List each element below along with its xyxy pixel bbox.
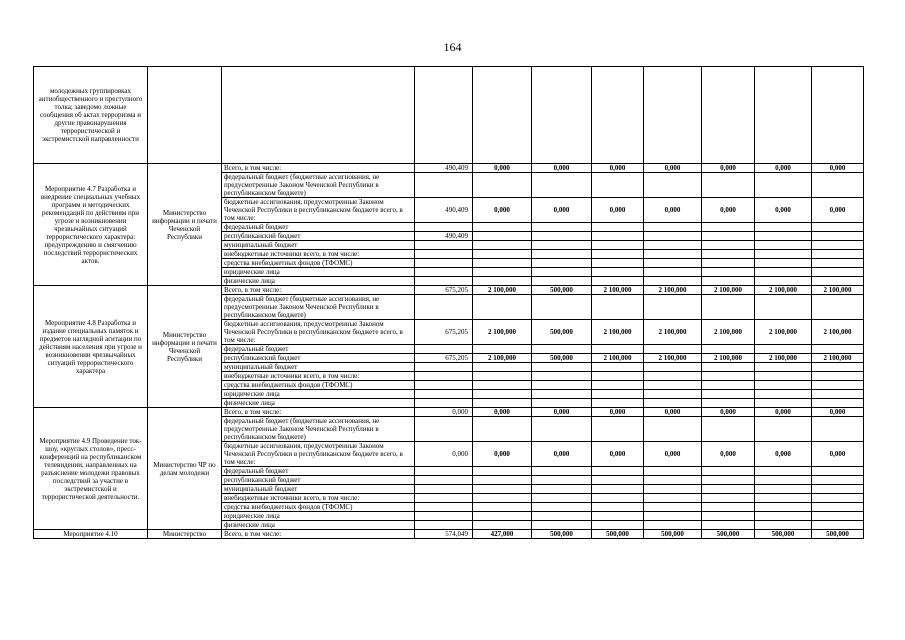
amount-cell [592, 521, 644, 530]
amount-cell: 500,000 [702, 530, 755, 539]
amount-cell [755, 173, 812, 198]
amount-cell: 675,205 [415, 286, 473, 295]
amount-cell [644, 485, 702, 494]
amount-cell [532, 521, 592, 530]
amount-cell: 0,000 [812, 442, 864, 467]
amount-cell: 0,000 [702, 198, 755, 223]
amount-cell [755, 417, 812, 442]
amount-cell [812, 390, 864, 399]
amount-cell: 2 100,000 [473, 354, 532, 363]
funding-source-cell: юридические лица [222, 512, 415, 521]
amount-cell [473, 512, 532, 521]
amount-cell: 2 100,000 [702, 354, 755, 363]
amount-cell [415, 390, 473, 399]
funding-source-cell: федеральный бюджет [222, 223, 415, 232]
amount-cell [702, 277, 755, 286]
amount-cell [702, 476, 755, 485]
funding-table [33, 66, 864, 539]
amount-cell [755, 259, 812, 268]
table-row [34, 164, 864, 173]
funding-source-cell: федеральный бюджет (бюджетные ассигнования, не предусмотренные Законом Чеченской Республики в республиканском бюджете) [222, 417, 415, 442]
amount-cell: 0,000 [702, 164, 755, 173]
amount-cell [532, 345, 592, 354]
amount-cell [532, 277, 592, 286]
amount-cell [755, 399, 812, 408]
amount-cell [644, 345, 702, 354]
amount-cell: 675,205 [415, 354, 473, 363]
amount-cell [532, 268, 592, 277]
page-number: 164 [443, 40, 462, 54]
activity-cell: молодежных группировках антиобщественного и преступного толка; заведомо ложные сообщения об актах терроризма и другие правонарушения террористической и экстремистской направленности [34, 67, 148, 164]
amount-cell [644, 512, 702, 521]
amount-cell [415, 485, 473, 494]
amount-cell [755, 485, 812, 494]
amount-cell: 2 100,000 [702, 286, 755, 295]
amount-cell [473, 417, 532, 442]
amount-cell [644, 223, 702, 232]
amount-cell [755, 363, 812, 372]
amount-cell [532, 250, 592, 259]
amount-cell [644, 494, 702, 503]
amount-cell: 0,000 [755, 408, 812, 417]
funding-source-cell: Всего, в том числе: [222, 164, 415, 173]
funding-source-cell: федеральный бюджет (бюджетные ассигнования, не предусмотренные Законом Чеченской Республики в республиканском бюджете) [222, 173, 415, 198]
table-row [34, 67, 864, 164]
amount-cell [532, 173, 592, 198]
amount-cell: 675,205 [415, 320, 473, 345]
activity-cell: Мероприятие 4.9 Проведение ток-шоу, «круглых столов», пресс-конференций на республиканском телевидении, направленных на разъяснение молодежи правовых последствий за участие в экстремистской и террористической деятельности. [34, 408, 148, 530]
amount-cell [473, 399, 532, 408]
amount-cell [644, 241, 702, 250]
amount-cell [812, 173, 864, 198]
amount-cell: 2 100,000 [755, 286, 812, 295]
amount-cell [702, 241, 755, 250]
amount-cell: 2 100,000 [644, 354, 702, 363]
executor-cell: Министерство ЧР по делам молодежи [148, 408, 222, 530]
funding-source-cell: физические лица [222, 521, 415, 530]
amount-cell [644, 250, 702, 259]
amount-cell: 427,000 [473, 530, 532, 539]
amount-cell [702, 372, 755, 381]
funding-source-cell: бюджетные ассигнования, предусмотренные Законом Чеченской Республики в республиканском бюджете всего, в том числе: [222, 198, 415, 223]
amount-cell [592, 259, 644, 268]
amount-cell [415, 467, 473, 476]
funding-source-cell: юридические лица [222, 268, 415, 277]
amount-cell [415, 521, 473, 530]
amount-cell [592, 277, 644, 286]
amount-cell [702, 381, 755, 390]
funding-source-cell: бюджетные ассигнования, предусмотренные Законом Чеченской Республики в республиканском бюджете всего, в том числе: [222, 442, 415, 467]
amount-cell [592, 345, 644, 354]
amount-cell: 500,000 [532, 530, 592, 539]
amount-cell: 0,000 [812, 198, 864, 223]
amount-cell [812, 345, 864, 354]
amount-cell [415, 363, 473, 372]
amount-cell [702, 417, 755, 442]
amount-cell [644, 268, 702, 277]
amount-cell: 0,000 [592, 198, 644, 223]
amount-cell: 0,000 [473, 198, 532, 223]
amount-cell: 0,000 [415, 408, 473, 417]
amount-cell: 0,000 [532, 408, 592, 417]
funding-source-cell: республиканский бюджет [222, 354, 415, 363]
amount-cell [592, 494, 644, 503]
amount-cell: 0,000 [702, 442, 755, 467]
amount-cell [415, 512, 473, 521]
amount-cell: 0,000 [532, 198, 592, 223]
amount-cell [755, 232, 812, 241]
amount-cell [812, 485, 864, 494]
amount-cell [415, 372, 473, 381]
amount-cell [532, 259, 592, 268]
amount-cell [644, 417, 702, 442]
amount-cell: 2 100,000 [592, 354, 644, 363]
amount-cell [812, 417, 864, 442]
amount-cell [702, 399, 755, 408]
amount-cell [532, 363, 592, 372]
amount-cell [532, 372, 592, 381]
amount-cell [592, 173, 644, 198]
amount-cell: 490,409 [415, 164, 473, 173]
amount-cell [702, 363, 755, 372]
amount-cell [644, 381, 702, 390]
amount-cell [812, 503, 864, 512]
amount-cell: 2 100,000 [812, 354, 864, 363]
amount-cell [532, 512, 592, 521]
table-row [34, 408, 864, 417]
amount-cell [415, 494, 473, 503]
amount-cell: 490,409 [415, 198, 473, 223]
amount-cell [415, 241, 473, 250]
amount-cell [755, 381, 812, 390]
funding-source-cell: Всего, в том числе: [222, 408, 415, 417]
amount-cell: 500,000 [532, 286, 592, 295]
amount-cell: 500,000 [532, 354, 592, 363]
amount-cell: 0,000 [812, 408, 864, 417]
amount-cell [644, 476, 702, 485]
amount-cell [473, 345, 532, 354]
amount-cell [644, 503, 702, 512]
amount-cell: 0,000 [473, 408, 532, 417]
funding-source-cell: физические лица [222, 277, 415, 286]
amount-cell: 2 100,000 [644, 320, 702, 345]
amount-cell [592, 363, 644, 372]
amount-cell [532, 467, 592, 476]
amount-cell [755, 476, 812, 485]
amount-cell [532, 381, 592, 390]
amount-cell [702, 485, 755, 494]
amount-cell [592, 503, 644, 512]
amount-cell: 0,000 [592, 408, 644, 417]
amount-cell: 500,000 [532, 320, 592, 345]
amount-cell [755, 345, 812, 354]
funding-source-cell: внебюджетные источники всего, в том числе: [222, 250, 415, 259]
amount-cell [532, 390, 592, 399]
amount-cell [755, 494, 812, 503]
amount-cell [592, 268, 644, 277]
funding-source-cell: Всего, в том числе: [222, 530, 415, 539]
amount-cell: 0,000 [473, 442, 532, 467]
amount-cell [473, 494, 532, 503]
amount-cell: 2 100,000 [755, 354, 812, 363]
amount-cell [755, 295, 812, 320]
amount-cell [755, 372, 812, 381]
funding-source-cell: муниципальный бюджет [222, 485, 415, 494]
amount-cell: 0,000 [644, 408, 702, 417]
amount-cell [812, 363, 864, 372]
amount-cell [755, 503, 812, 512]
activity-cell: Мероприятие 4.7 Разработка и внедрение специальных учебных программ и методических рекомендаций по действиям при угрозе и возникновении чрезвычайных ситуаций террористического характера: предупреждению и смягчению последствий террористических актов. [34, 164, 148, 286]
amount-cell [592, 417, 644, 442]
funding-source-cell: юридические лица [222, 390, 415, 399]
amount-cell [473, 390, 532, 399]
amount-cell [812, 476, 864, 485]
amount-cell: 2 100,000 [702, 320, 755, 345]
executor-cell: Министерство [148, 530, 222, 539]
amount-cell [473, 485, 532, 494]
amount-cell [473, 277, 532, 286]
amount-cell [755, 268, 812, 277]
amount-cell [532, 476, 592, 485]
amount-cell [532, 223, 592, 232]
amount-cell [473, 223, 532, 232]
amount-cell [473, 521, 532, 530]
funding-source-cell: муниципальный бюджет [222, 363, 415, 372]
amount-cell [473, 295, 532, 320]
table-row [34, 530, 864, 539]
amount-cell [812, 277, 864, 286]
amount-cell [702, 268, 755, 277]
amount-cell [592, 390, 644, 399]
amount-cell: 0,000 [592, 442, 644, 467]
amount-cell [532, 503, 592, 512]
amount-cell [755, 467, 812, 476]
amount-cell [702, 259, 755, 268]
amount-cell [532, 241, 592, 250]
amount-cell: 500,000 [592, 530, 644, 539]
amount-cell [415, 268, 473, 277]
table-row [34, 286, 864, 295]
activity-cell: Мероприятие 4.10 [34, 530, 148, 539]
amount-cell: 0,000 [755, 164, 812, 173]
amount-cell [592, 485, 644, 494]
amount-cell [532, 494, 592, 503]
amount-cell [644, 399, 702, 408]
amount-cell: 0,000 [532, 442, 592, 467]
amount-cell [812, 241, 864, 250]
amount-cell [473, 363, 532, 372]
amount-cell [812, 399, 864, 408]
amount-cell [755, 223, 812, 232]
amount-cell: 0,000 [644, 164, 702, 173]
amount-cell: 2 100,000 [473, 286, 532, 295]
amount-cell [812, 512, 864, 521]
amount-cell [473, 232, 532, 241]
amount-cell [415, 345, 473, 354]
amount-cell [755, 512, 812, 521]
amount-cell [755, 277, 812, 286]
amount-cell: 0,000 [644, 198, 702, 223]
amount-cell [644, 277, 702, 286]
amount-cell [473, 268, 532, 277]
amount-cell [702, 390, 755, 399]
funding-source-cell: внебюджетные источники всего, в том числе: [222, 372, 415, 381]
amount-cell [473, 173, 532, 198]
amount-cell [532, 485, 592, 494]
amount-cell [592, 467, 644, 476]
amount-cell: 2 100,000 [812, 286, 864, 295]
amount-cell [532, 295, 592, 320]
amount-cell [702, 503, 755, 512]
amount-cell [415, 399, 473, 408]
amount-cell [755, 521, 812, 530]
amount-cell: 0,000 [415, 442, 473, 467]
amount-cell [473, 250, 532, 259]
amount-cell [415, 173, 473, 198]
amount-cell [592, 399, 644, 408]
amount-cell [702, 295, 755, 320]
amount-cell [812, 259, 864, 268]
amount-cell [755, 250, 812, 259]
amount-cell [532, 232, 592, 241]
amount-cell [592, 223, 644, 232]
funding-source-cell: внебюджетные источники всего, в том числе: [222, 494, 415, 503]
funding-source-cell: федеральный бюджет [222, 345, 415, 354]
amount-cell: 500,000 [644, 530, 702, 539]
amount-cell [473, 372, 532, 381]
amount-cell [812, 467, 864, 476]
amount-cell [755, 390, 812, 399]
amount-cell [592, 241, 644, 250]
amount-cell [592, 250, 644, 259]
amount-cell [644, 259, 702, 268]
amount-cell: 574,049 [415, 530, 473, 539]
amount-cell: 2 100,000 [755, 320, 812, 345]
amount-cell [592, 372, 644, 381]
executor-cell: Министерство информации и печати Чеченской Республики [148, 164, 222, 286]
amount-cell [702, 173, 755, 198]
amount-cell: 0,000 [702, 408, 755, 417]
amount-cell [415, 503, 473, 512]
amount-cell: 0,000 [812, 164, 864, 173]
amount-cell [473, 241, 532, 250]
amount-cell [702, 223, 755, 232]
amount-cell [702, 345, 755, 354]
amount-cell [644, 295, 702, 320]
amount-cell [473, 467, 532, 476]
funding-source-cell: Всего, в том числе: [222, 286, 415, 295]
amount-cell [812, 268, 864, 277]
amount-cell: 0,000 [755, 442, 812, 467]
amount-cell [532, 399, 592, 408]
funding-source-cell: республиканский бюджет [222, 232, 415, 241]
amount-cell: 2 100,000 [592, 286, 644, 295]
amount-cell [812, 381, 864, 390]
amount-cell [592, 232, 644, 241]
amount-cell [592, 381, 644, 390]
amount-cell [415, 417, 473, 442]
amount-cell [473, 381, 532, 390]
amount-cell [644, 363, 702, 372]
amount-cell [702, 467, 755, 476]
funding-source-cell: бюджетные ассигнования, предусмотренные Законом Чеченской Республики в республиканском бюджете всего, в том числе: [222, 320, 415, 345]
amount-cell [702, 512, 755, 521]
amount-cell [415, 250, 473, 259]
amount-cell [812, 232, 864, 241]
amount-cell [415, 381, 473, 390]
amount-cell [473, 503, 532, 512]
amount-cell [812, 250, 864, 259]
amount-cell: 0,000 [644, 442, 702, 467]
funding-source-cell: муниципальный бюджет [222, 241, 415, 250]
amount-cell: 500,000 [812, 530, 864, 539]
funding-source-cell: федеральный бюджет (бюджетные ассигнования, не предусмотренные Законом Чеченской Республики в республиканском бюджете) [222, 295, 415, 320]
amount-cell [415, 223, 473, 232]
amount-cell [644, 521, 702, 530]
amount-cell [473, 476, 532, 485]
amount-cell [702, 250, 755, 259]
funding-source-cell: республиканский бюджет [222, 476, 415, 485]
amount-cell [812, 494, 864, 503]
amount-cell [812, 372, 864, 381]
amount-cell [473, 259, 532, 268]
amount-cell [592, 512, 644, 521]
amount-cell [415, 476, 473, 485]
funding-source-cell: физические лица [222, 399, 415, 408]
amount-cell [415, 277, 473, 286]
amount-cell [702, 232, 755, 241]
funding-source-cell: федеральный бюджет [222, 467, 415, 476]
amount-cell [812, 521, 864, 530]
amount-cell [644, 173, 702, 198]
amount-cell: 0,000 [473, 164, 532, 173]
amount-cell [415, 295, 473, 320]
amount-cell: 2 100,000 [592, 320, 644, 345]
amount-cell [644, 390, 702, 399]
amount-cell [702, 521, 755, 530]
amount-cell: 490,409 [415, 232, 473, 241]
amount-cell [415, 259, 473, 268]
amount-cell [812, 223, 864, 232]
amount-cell: 500,000 [755, 530, 812, 539]
funding-source-cell: средства внебюджетных фондов (ТФОМС) [222, 503, 415, 512]
funding-source-cell: средства внебюджетных фондов (ТФОМС) [222, 259, 415, 268]
executor-cell: Министерство информации и печати Чеченской Республики [148, 286, 222, 408]
amount-cell: 0,000 [592, 164, 644, 173]
amount-cell [592, 476, 644, 485]
amount-cell: 2 100,000 [644, 286, 702, 295]
amount-cell: 2 100,000 [473, 320, 532, 345]
amount-cell [532, 417, 592, 442]
amount-cell [702, 494, 755, 503]
amount-cell [755, 241, 812, 250]
amount-cell: 0,000 [532, 164, 592, 173]
amount-cell: 2 100,000 [812, 320, 864, 345]
funding-source-cell: средства внебюджетных фондов (ТФОМС) [222, 381, 415, 390]
amount-cell [644, 232, 702, 241]
amount-cell [644, 372, 702, 381]
amount-cell: 0,000 [755, 198, 812, 223]
amount-cell [644, 467, 702, 476]
activity-cell: Мероприятие 4.8 Разработка и издание специальных памяток и предметов наглядной агитации по действиям населения при угрозе и возникновении чрезвычайных ситуаций террористического характера [34, 286, 148, 408]
amount-cell [592, 295, 644, 320]
amount-cell [812, 295, 864, 320]
